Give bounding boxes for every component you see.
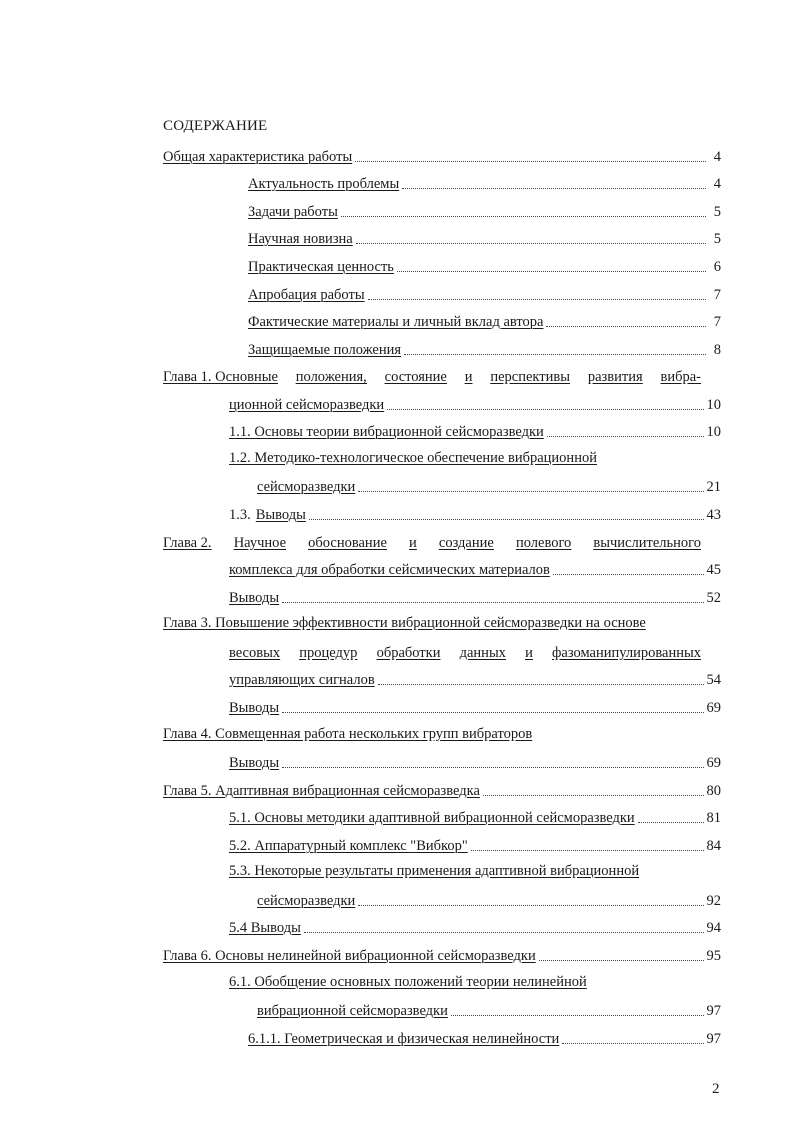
toc-entry[interactable] <box>229 807 721 827</box>
toc-entry-page: 94 <box>706 920 721 936</box>
toc-entry-title: 5.2. Аппаратурный комплекс "Вибкор" <box>229 838 468 854</box>
toc-entry[interactable] <box>248 228 721 248</box>
heading-word: и <box>464 369 473 385</box>
toc-entry-page: 97 <box>706 1031 721 1047</box>
toc-chapter-heading[interactable] <box>163 366 701 386</box>
heading-word: Научное <box>233 535 287 551</box>
toc-entry-title: 1.2. Методико-технологическое обеспечение вибрационной <box>229 450 597 466</box>
toc-entry-page: 97 <box>706 1003 721 1019</box>
toc-entry[interactable] <box>163 146 721 166</box>
toc-entry-title: Апробация работы <box>248 287 365 303</box>
leader-dots <box>309 518 704 520</box>
heading-word: и <box>409 535 417 551</box>
toc-entry[interactable] <box>229 752 721 772</box>
toc-entry-title: Практическая ценность <box>248 259 394 275</box>
toc-entry-page: 80 <box>706 783 721 799</box>
toc-entry-title: сейсморазведки <box>257 893 356 909</box>
toc-chapter-heading-continued[interactable] <box>229 642 701 662</box>
leader-dots <box>546 325 706 327</box>
page-title: СОДЕРЖАНИЕ <box>163 118 268 134</box>
leader-dots <box>562 1042 703 1044</box>
leader-dots <box>282 711 703 713</box>
toc-entry-page: 92 <box>706 893 721 909</box>
toc-entry-page: 5 <box>713 231 721 247</box>
toc-entry-page: 6 <box>713 259 721 275</box>
leader-dots <box>387 408 703 410</box>
leader-dots <box>397 270 706 272</box>
toc-entry-title: Научная новизна <box>248 231 353 247</box>
toc-entry-title: 5.3. Некоторые результаты применения адаптивной вибрационной <box>229 863 640 879</box>
toc-entry-page: 7 <box>713 287 721 303</box>
heading-word: и <box>525 645 533 661</box>
toc-entry[interactable] <box>163 780 721 800</box>
toc-entry-page: 81 <box>706 810 721 826</box>
leader-dots <box>471 849 704 851</box>
leader-dots <box>282 766 703 768</box>
toc-entry[interactable] <box>248 173 721 193</box>
leader-dots <box>356 242 706 244</box>
toc-entry-page: 8 <box>713 342 721 358</box>
toc-entry[interactable] <box>229 669 721 689</box>
toc-entry[interactable] <box>248 1028 721 1048</box>
toc-chapter-heading[interactable] <box>163 614 646 634</box>
toc-entry-page: 4 <box>713 149 721 165</box>
toc-entry[interactable] <box>163 945 721 965</box>
toc-entry-page: 5 <box>713 204 721 220</box>
toc-chapter-heading[interactable] <box>163 532 701 552</box>
leader-dots <box>341 215 706 217</box>
toc-chapter-heading[interactable] <box>163 725 532 745</box>
toc-entry[interactable] <box>229 449 597 469</box>
leader-dots <box>358 904 703 906</box>
toc-entry-title: Выводы <box>229 590 280 606</box>
toc-entry[interactable] <box>229 421 721 441</box>
toc-entry[interactable] <box>248 339 721 359</box>
heading-word: положения, <box>295 369 367 385</box>
leader-dots <box>378 683 704 685</box>
toc-entry-page: 69 <box>706 700 721 716</box>
heading-word: Глава 2. <box>163 535 212 551</box>
page-number: 2 <box>712 1081 720 1097</box>
toc-entry-title: Выводы <box>229 755 280 771</box>
leader-dots <box>404 353 706 355</box>
leader-dots <box>451 1014 704 1016</box>
toc-entry-title: Глава 5. Адаптивная вибрационная сейсморазведка <box>163 783 480 799</box>
leader-dots <box>638 821 704 823</box>
toc-entry-title: 1.1. Основы теории вибрационной сейсморазведки <box>229 424 544 440</box>
toc-entry-title: комплекса для обработки сейсмических материалов <box>229 562 550 578</box>
leader-dots <box>539 959 704 961</box>
toc-entry-title: Выводы <box>229 700 280 716</box>
leader-dots <box>368 298 706 300</box>
toc-entry-title: 6.1.1. Геометрическая и физическая нелинейности <box>248 1031 560 1047</box>
toc-entry-title: Выводы <box>255 507 306 523</box>
heading-word: обработки <box>376 645 441 661</box>
heading-word: данных <box>459 645 506 661</box>
heading-word: вибра- <box>660 369 701 385</box>
heading-word: состояние <box>384 369 447 385</box>
toc-entry[interactable] <box>229 862 639 882</box>
toc-entry-page: 54 <box>706 672 721 688</box>
toc-entry[interactable] <box>248 311 721 331</box>
leader-dots <box>483 794 704 796</box>
heading-word: весовых <box>229 645 281 661</box>
toc-entry-page: 45 <box>706 562 721 578</box>
heading-word: перспективы <box>490 369 570 385</box>
toc-entry[interactable] <box>248 201 721 221</box>
toc-entry-page: 84 <box>706 838 721 854</box>
toc-entry[interactable] <box>257 476 721 496</box>
heading-word: создание <box>438 535 494 551</box>
heading-word: полевого <box>515 535 572 551</box>
toc-entry-title: Глава 6. Основы нелинейной вибрационной сейсморазведки <box>163 948 536 964</box>
toc-entry-number: 1.3. <box>229 507 251 523</box>
toc-entry-page: 7 <box>713 314 721 330</box>
toc-entry-title: 5.4 Выводы <box>229 920 301 936</box>
toc-entry-page: 52 <box>706 590 721 606</box>
toc-entry-title: 5.1. Основы методики адаптивной вибрационной сейсморазведки <box>229 810 635 826</box>
toc-entry[interactable] <box>257 890 721 910</box>
toc-entry[interactable] <box>248 256 721 276</box>
leader-dots <box>547 435 704 437</box>
heading-word: вычислительного <box>593 535 701 551</box>
leader-dots <box>402 187 706 189</box>
toc-entry-title: Общая характеристика работы <box>163 149 353 165</box>
toc-entry[interactable] <box>229 697 721 717</box>
toc-entry[interactable] <box>229 917 721 937</box>
heading-word: обоснование <box>308 535 387 551</box>
toc-entry[interactable] <box>229 394 721 414</box>
toc-entry-page: 95 <box>706 948 721 964</box>
toc-entry-title: Актуальность проблемы <box>248 176 400 192</box>
toc-entry[interactable] <box>229 973 587 993</box>
toc-entry-title: Глава 3. Повышение эффективности вибрационной сейсморазведки на основе <box>163 615 646 631</box>
toc-entry-title: Фактические материалы и личный вклад автора <box>248 314 544 330</box>
toc-entry-title: Защищаемые положения <box>248 342 402 358</box>
toc-entry-page: 4 <box>713 176 721 192</box>
toc-entry[interactable] <box>229 559 721 579</box>
heading-word: процедур <box>299 645 358 661</box>
toc-entry-title: сейсморазведки <box>257 479 356 495</box>
leader-dots <box>282 601 703 603</box>
toc-entry-title: управляющих сигналов <box>229 672 375 688</box>
heading-word: развития <box>587 369 643 385</box>
toc-entry-title: Задачи работы <box>248 204 338 220</box>
toc-entry-title: ционной сейсморазведки <box>229 397 385 413</box>
toc-entry[interactable] <box>229 835 721 855</box>
toc-entry-title: 6.1. Обобщение основных положений теории нелинейной <box>229 974 587 990</box>
toc-entry[interactable] <box>257 1000 721 1020</box>
toc-entry-title: Глава 4. Совмещенная работа нескольких групп вибраторов <box>163 726 533 742</box>
leader-dots <box>553 573 704 575</box>
toc-entry-page: 10 <box>706 424 721 440</box>
toc-entry-page: 21 <box>706 479 721 495</box>
toc-entry[interactable] <box>229 504 721 524</box>
heading-word: фазоманипулированных <box>552 645 701 661</box>
toc-entry-title: вибрационной сейсморазведки <box>257 1003 448 1019</box>
leader-dots <box>304 931 704 933</box>
toc-entry-page: 10 <box>706 397 721 413</box>
toc-entry[interactable] <box>229 587 721 607</box>
toc-entry-page: 43 <box>706 507 721 523</box>
toc-entry[interactable] <box>248 284 721 304</box>
leader-dots <box>358 490 703 492</box>
heading-word: Глава 1. Основные <box>163 369 278 385</box>
leader-dots <box>355 160 706 162</box>
toc-entry-page: 69 <box>706 755 721 771</box>
